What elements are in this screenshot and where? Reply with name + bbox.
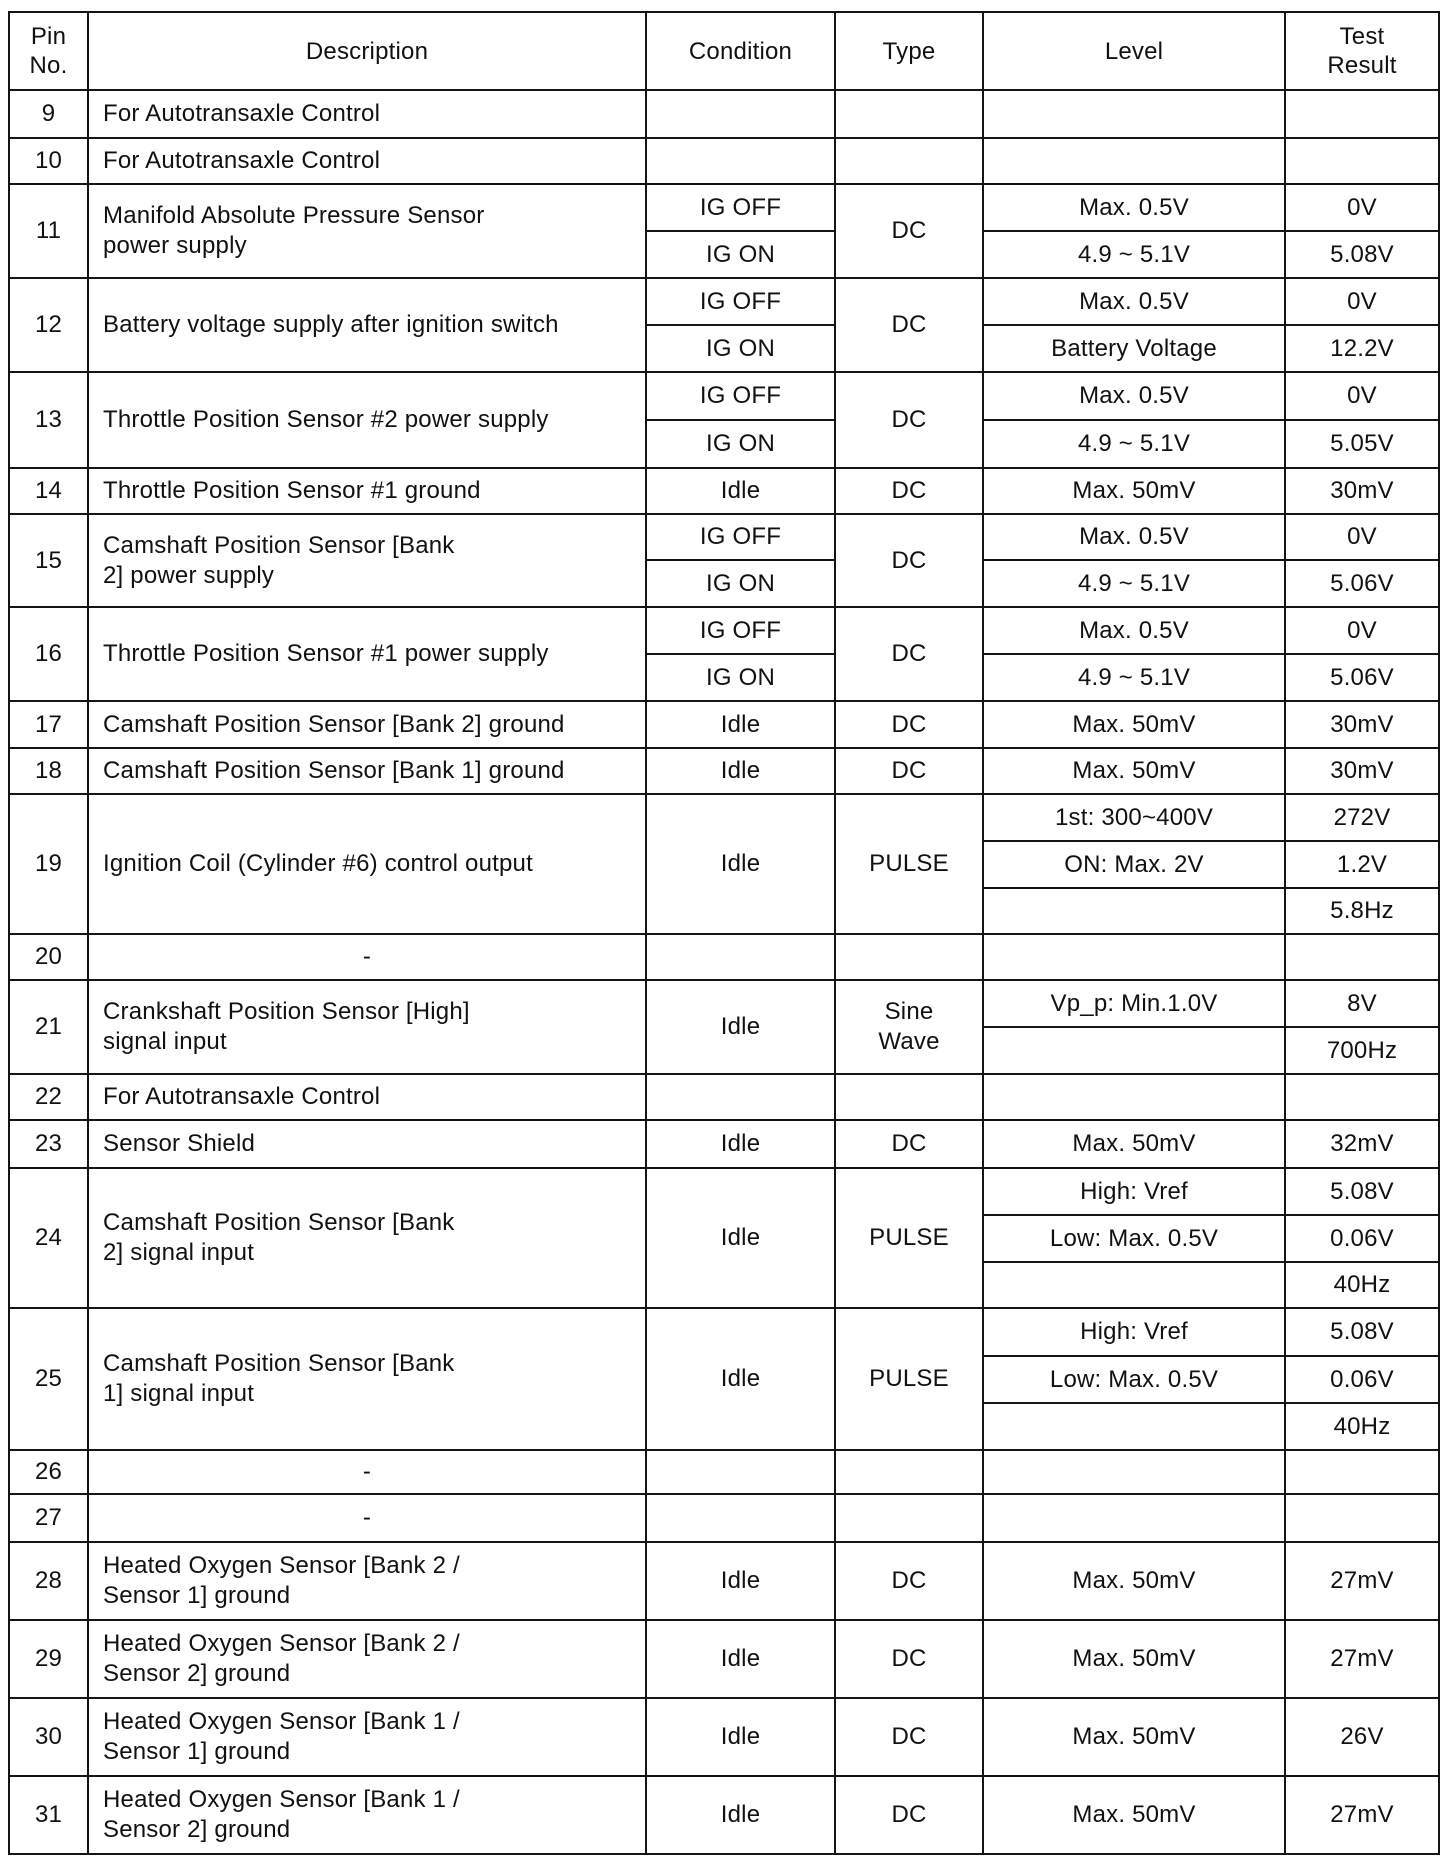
pin-cell: 26 — [9, 1450, 88, 1494]
table-row — [9, 90, 1439, 138]
level-cell — [983, 934, 1285, 980]
level-cell: Max. 50mV — [983, 748, 1285, 794]
description-cell: Sensor Shield — [88, 1120, 646, 1168]
type-cell — [835, 1450, 983, 1494]
result-cell: 27mV — [1285, 1776, 1439, 1854]
header-description: Description — [88, 12, 646, 90]
type-cell: PULSE — [835, 1168, 983, 1308]
level-cell: Max. 50mV — [983, 468, 1285, 514]
table-row — [9, 748, 1439, 794]
type-cell: Sine Wave — [835, 980, 983, 1074]
type-cell: DC — [835, 278, 983, 372]
result-cell: 32mV — [1285, 1120, 1439, 1168]
level-cell — [983, 1027, 1285, 1074]
table-row — [9, 278, 1439, 325]
description-cell: Heated Oxygen Sensor [Bank 1 / Sensor 1] ground — [88, 1698, 646, 1776]
pin-cell: 11 — [9, 184, 88, 278]
description-cell: Camshaft Position Sensor [Bank 2] power supply — [88, 514, 646, 607]
pin-cell: 19 — [9, 794, 88, 934]
level-cell: Max. 0.5V — [983, 514, 1285, 560]
pin-cell: 18 — [9, 748, 88, 794]
condition-cell — [646, 934, 835, 980]
result-cell: 12.2V — [1285, 325, 1439, 372]
level-cell: Max. 50mV — [983, 1620, 1285, 1698]
condition-cell: Idle — [646, 468, 835, 514]
result-cell — [1285, 934, 1439, 980]
level-cell: High: Vref — [983, 1168, 1285, 1215]
table-row — [9, 701, 1439, 748]
pin-cell: 10 — [9, 138, 88, 184]
result-cell: 0.06V — [1285, 1356, 1439, 1403]
level-cell — [983, 138, 1285, 184]
type-cell — [835, 90, 983, 138]
level-cell: 4.9 ~ 5.1V — [983, 654, 1285, 701]
level-cell: 4.9 ~ 5.1V — [983, 420, 1285, 468]
pin-cell: 27 — [9, 1494, 88, 1542]
result-cell: 0V — [1285, 607, 1439, 654]
result-cell: 5.05V — [1285, 420, 1439, 468]
result-cell: 8V — [1285, 980, 1439, 1027]
type-cell — [835, 1074, 983, 1120]
result-cell: 0V — [1285, 278, 1439, 325]
condition-cell — [646, 1450, 835, 1494]
result-cell — [1285, 90, 1439, 138]
condition-cell: Idle — [646, 980, 835, 1074]
condition-cell: IG OFF — [646, 184, 835, 231]
description-cell: For Autotransaxle Control — [88, 1074, 646, 1120]
table-row — [9, 934, 1439, 980]
description-cell: Crankshaft Position Sensor [High] signal input — [88, 980, 646, 1074]
pin-cell: 14 — [9, 468, 88, 514]
level-cell: Max. 0.5V — [983, 184, 1285, 231]
pin-spec-table — [8, 11, 1440, 1855]
result-cell: 5.8Hz — [1285, 888, 1439, 934]
table-row — [9, 607, 1439, 654]
description-cell: Ignition Coil (Cylinder #6) control output — [88, 794, 646, 934]
condition-cell: Idle — [646, 1620, 835, 1698]
type-cell: DC — [835, 607, 983, 701]
level-cell: ON: Max. 2V — [983, 841, 1285, 888]
pin-cell: 12 — [9, 278, 88, 372]
type-cell: DC — [835, 184, 983, 278]
result-cell: 272V — [1285, 794, 1439, 841]
level-cell: Battery Voltage — [983, 325, 1285, 372]
level-cell — [983, 90, 1285, 138]
result-cell: 0V — [1285, 514, 1439, 560]
description-cell: Throttle Position Sensor #2 power supply — [88, 372, 646, 468]
pin-cell: 30 — [9, 1698, 88, 1776]
description-cell: - — [88, 934, 646, 980]
type-cell: DC — [835, 1698, 983, 1776]
level-cell: Low: Max. 0.5V — [983, 1356, 1285, 1403]
description-cell: - — [88, 1494, 646, 1542]
pin-cell: 25 — [9, 1308, 88, 1450]
description-cell: Camshaft Position Sensor [Bank 1] signal input — [88, 1308, 646, 1450]
result-cell: 700Hz — [1285, 1027, 1439, 1074]
table-row — [9, 794, 1439, 841]
table-row — [9, 468, 1439, 514]
type-cell: DC — [835, 468, 983, 514]
level-cell: Max. 50mV — [983, 701, 1285, 748]
level-cell: Max. 0.5V — [983, 278, 1285, 325]
result-cell: 26V — [1285, 1698, 1439, 1776]
table-row — [9, 1698, 1439, 1776]
condition-cell — [646, 1494, 835, 1542]
pin-cell: 21 — [9, 980, 88, 1074]
table-row — [9, 1074, 1439, 1120]
condition-cell: Idle — [646, 748, 835, 794]
result-cell: 40Hz — [1285, 1403, 1439, 1450]
table-row — [9, 1450, 1439, 1494]
type-cell — [835, 1494, 983, 1542]
pin-cell: 20 — [9, 934, 88, 980]
description-cell: Camshaft Position Sensor [Bank 1] ground — [88, 748, 646, 794]
type-cell: DC — [835, 748, 983, 794]
table-row — [9, 1120, 1439, 1168]
level-cell — [983, 1494, 1285, 1542]
level-cell — [983, 1403, 1285, 1450]
result-cell: 5.08V — [1285, 1168, 1439, 1215]
level-cell — [983, 1262, 1285, 1308]
level-cell: Max. 50mV — [983, 1698, 1285, 1776]
type-cell: DC — [835, 1542, 983, 1620]
level-cell: 1st: 300~400V — [983, 794, 1285, 841]
result-cell: 30mV — [1285, 468, 1439, 514]
result-cell: 0V — [1285, 372, 1439, 420]
header-level: Level — [983, 12, 1285, 90]
pin-cell: 13 — [9, 372, 88, 468]
condition-cell: IG ON — [646, 231, 835, 278]
description-cell: Heated Oxygen Sensor [Bank 1 / Sensor 2] ground — [88, 1776, 646, 1854]
type-cell: DC — [835, 1776, 983, 1854]
pin-cell: 17 — [9, 701, 88, 748]
pin-cell: 9 — [9, 90, 88, 138]
condition-cell: Idle — [646, 701, 835, 748]
pin-cell: 22 — [9, 1074, 88, 1120]
pin-cell: 15 — [9, 514, 88, 607]
level-cell — [983, 1450, 1285, 1494]
result-cell: 5.08V — [1285, 231, 1439, 278]
pin-cell: 29 — [9, 1620, 88, 1698]
condition-cell: Idle — [646, 1308, 835, 1450]
header-row — [9, 12, 1439, 90]
description-cell: Heated Oxygen Sensor [Bank 2 / Sensor 2] ground — [88, 1620, 646, 1698]
result-cell: 0V — [1285, 184, 1439, 231]
pin-cell: 16 — [9, 607, 88, 701]
header-test-result: Test Result — [1285, 12, 1439, 90]
level-cell — [983, 1074, 1285, 1120]
header-type: Type — [835, 12, 983, 90]
result-cell — [1285, 138, 1439, 184]
header-pin-no: Pin No. — [9, 12, 88, 90]
condition-cell: IG ON — [646, 654, 835, 701]
result-cell: 30mV — [1285, 701, 1439, 748]
result-cell: 40Hz — [1285, 1262, 1439, 1308]
result-cell: 5.06V — [1285, 654, 1439, 701]
condition-cell: Idle — [646, 794, 835, 934]
table-row — [9, 1168, 1439, 1215]
description-cell: Battery voltage supply after ignition switch — [88, 278, 646, 372]
condition-cell: IG OFF — [646, 372, 835, 420]
table-row — [9, 1620, 1439, 1698]
description-cell: Camshaft Position Sensor [Bank 2] ground — [88, 701, 646, 748]
condition-cell — [646, 90, 835, 138]
type-cell: DC — [835, 701, 983, 748]
description-cell: For Autotransaxle Control — [88, 138, 646, 184]
level-cell: Max. 0.5V — [983, 372, 1285, 420]
condition-cell: IG ON — [646, 560, 835, 607]
type-cell: PULSE — [835, 1308, 983, 1450]
description-cell: Manifold Absolute Pressure Sensor power supply — [88, 184, 646, 278]
type-cell: DC — [835, 514, 983, 607]
condition-cell: IG ON — [646, 420, 835, 468]
level-cell: 4.9 ~ 5.1V — [983, 560, 1285, 607]
result-cell: 0.06V — [1285, 1215, 1439, 1262]
type-cell: DC — [835, 1120, 983, 1168]
table-row — [9, 980, 1439, 1027]
level-cell: Max. 50mV — [983, 1120, 1285, 1168]
level-cell: Low: Max. 0.5V — [983, 1215, 1285, 1262]
result-cell: 30mV — [1285, 748, 1439, 794]
level-cell: Max. 50mV — [983, 1776, 1285, 1854]
description-cell: For Autotransaxle Control — [88, 90, 646, 138]
level-cell: High: Vref — [983, 1308, 1285, 1356]
level-cell: Max. 50mV — [983, 1542, 1285, 1620]
table-row — [9, 1308, 1439, 1356]
table-row — [9, 514, 1439, 560]
result-cell: 27mV — [1285, 1542, 1439, 1620]
pin-cell: 24 — [9, 1168, 88, 1308]
result-cell: 1.2V — [1285, 841, 1439, 888]
result-cell — [1285, 1074, 1439, 1120]
table-row — [9, 1542, 1439, 1620]
level-cell: Vp_p: Min.1.0V — [983, 980, 1285, 1027]
type-cell — [835, 934, 983, 980]
description-cell: Throttle Position Sensor #1 ground — [88, 468, 646, 514]
result-cell — [1285, 1494, 1439, 1542]
table-row — [9, 1494, 1439, 1542]
condition-cell: IG OFF — [646, 607, 835, 654]
condition-cell: IG OFF — [646, 514, 835, 560]
result-cell: 27mV — [1285, 1620, 1439, 1698]
condition-cell — [646, 138, 835, 184]
description-cell: Camshaft Position Sensor [Bank 2] signal input — [88, 1168, 646, 1308]
level-cell — [983, 888, 1285, 934]
condition-cell: Idle — [646, 1776, 835, 1854]
table-row — [9, 372, 1439, 420]
result-cell: 5.08V — [1285, 1308, 1439, 1356]
condition-cell: IG ON — [646, 325, 835, 372]
table-row — [9, 184, 1439, 231]
condition-cell: Idle — [646, 1168, 835, 1308]
header-condition: Condition — [646, 12, 835, 90]
result-cell — [1285, 1450, 1439, 1494]
type-cell: DC — [835, 1620, 983, 1698]
result-cell: 5.06V — [1285, 560, 1439, 607]
description-cell: Throttle Position Sensor #1 power supply — [88, 607, 646, 701]
condition-cell: IG OFF — [646, 278, 835, 325]
condition-cell: Idle — [646, 1698, 835, 1776]
type-cell: PULSE — [835, 794, 983, 934]
type-cell: DC — [835, 372, 983, 468]
level-cell: Max. 0.5V — [983, 607, 1285, 654]
level-cell: 4.9 ~ 5.1V — [983, 231, 1285, 278]
condition-cell: Idle — [646, 1120, 835, 1168]
table-row — [9, 138, 1439, 184]
condition-cell: Idle — [646, 1542, 835, 1620]
description-cell: - — [88, 1450, 646, 1494]
type-cell — [835, 138, 983, 184]
condition-cell — [646, 1074, 835, 1120]
pin-cell: 28 — [9, 1542, 88, 1620]
pin-cell: 31 — [9, 1776, 88, 1854]
description-cell: Heated Oxygen Sensor [Bank 2 / Sensor 1] ground — [88, 1542, 646, 1620]
table-row — [9, 1776, 1439, 1854]
pin-cell: 23 — [9, 1120, 88, 1168]
